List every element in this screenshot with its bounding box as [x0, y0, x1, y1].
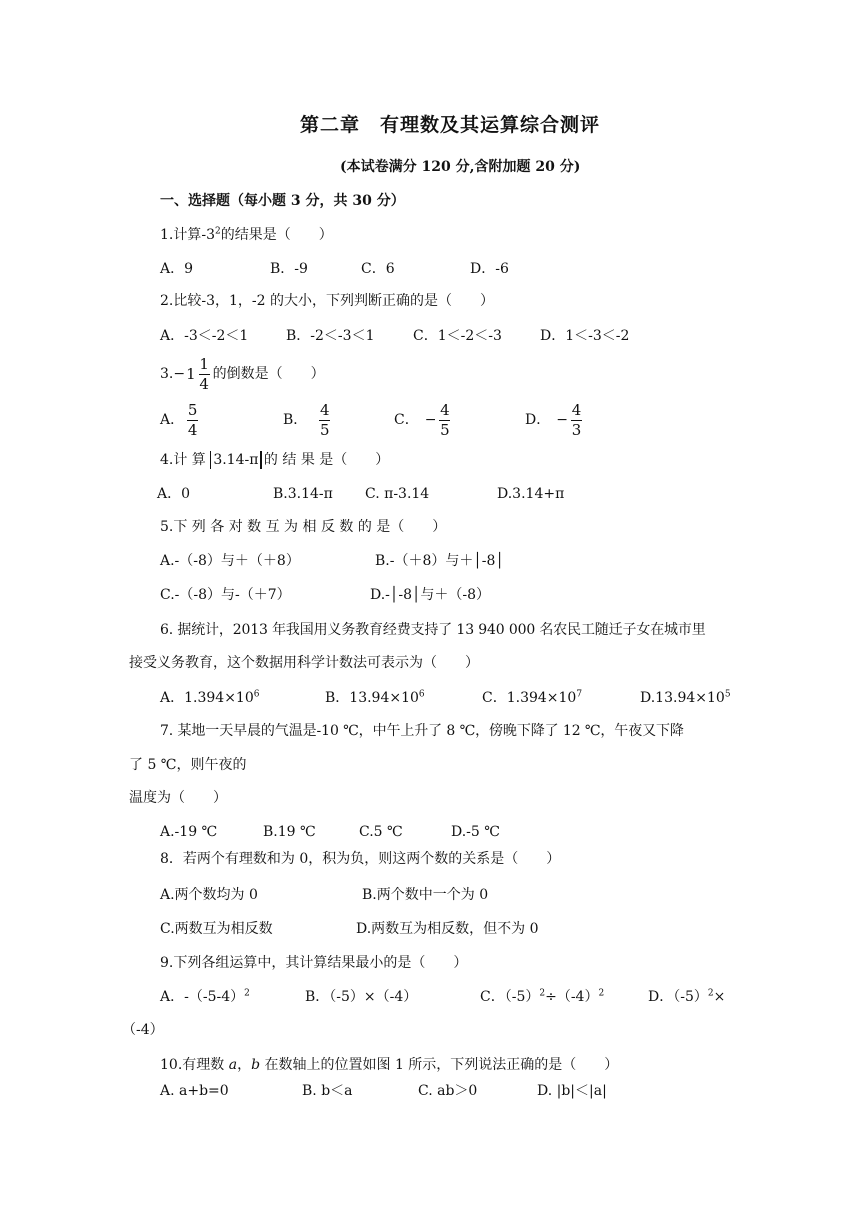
abs-bar-right	[260, 451, 262, 469]
q5-option-c[interactable]: C.-（-8）与-（＋7）	[160, 587, 291, 603]
q1-exponent: 2	[215, 226, 221, 237]
question-7-line-3: 温度为（ ）	[129, 790, 227, 806]
q9-option-d[interactable]	[648, 988, 725, 1006]
q3-option-a-fraction	[187, 402, 198, 439]
q9-option-a[interactable]	[160, 988, 250, 1006]
q3-stem-tail: 的倒数是（ ）	[212, 366, 325, 382]
q10-option-b[interactable]: B. b＜a	[302, 1083, 353, 1099]
q8-option-b[interactable]: B.两个数中一个为 0	[362, 887, 489, 903]
q1-option-b[interactable]: B．-9	[270, 261, 308, 277]
q8-option-d[interactable]: D.两数互为相反数，但不为 0	[356, 921, 539, 937]
q10-option-c[interactable]: C. ab＞0	[418, 1083, 478, 1099]
q3-whole: 1	[186, 365, 196, 383]
q8-option-a[interactable]: A.两个数均为 0	[160, 887, 258, 903]
q3-option-b-label: B．	[283, 412, 308, 428]
q3-option-d-num: 4	[571, 400, 582, 419]
q4-option-d[interactable]: D.3.14+π	[497, 486, 565, 502]
q8-option-c[interactable]: C.两数互为相反数	[160, 921, 273, 937]
q10-stem-tail: 在数轴上的位置如图 1 所示，下列说法正确的是（ ）	[260, 1057, 619, 1073]
q2-option-d[interactable]: D．1＜-3＜-2	[540, 328, 630, 344]
q3-option-a[interactable]	[160, 400, 201, 440]
q9-option-b[interactable]: B．（-5）×（-4）	[305, 989, 418, 1005]
question-6-line-2: 接受义务教育，这个数据用科学计数法可表示为（ ）	[129, 655, 479, 671]
q9-option-a-exponent: 2	[244, 988, 250, 999]
q3-option-c-den: 5	[440, 420, 450, 439]
q5-option-b[interactable]: B.-（＋8）与＋│-8│	[375, 553, 504, 569]
q6-option-a-exponent: 6	[253, 689, 260, 700]
q3-option-c-fraction	[439, 402, 450, 439]
q3-option-d[interactable]	[525, 400, 585, 440]
q9-option-c-text-2: ÷（-4）	[545, 989, 599, 1005]
q3-option-a-den: 4	[187, 420, 198, 439]
q3-fraction	[199, 356, 210, 393]
q6-option-b[interactable]	[325, 689, 425, 707]
q6-option-a-text: A．1.394×10	[160, 690, 254, 706]
question-3-stem	[160, 354, 325, 394]
q3-option-b-num: 4	[320, 400, 330, 419]
q7-option-c[interactable]: C.5 ℃	[359, 824, 403, 840]
question-7-line-1: 7. 某地一天早晨的气温是-10 ℃，中午上升了 8 ℃，傍晚下降了 12 ℃，午夜又下降	[160, 723, 684, 739]
q6-option-d[interactable]	[640, 689, 731, 707]
q4-option-c[interactable]: C. π-3.14	[365, 486, 430, 502]
q3-option-b-den: 5	[320, 420, 330, 439]
q2-option-c[interactable]: C．1＜-2＜-3	[413, 328, 502, 344]
q3-option-d-fraction	[571, 402, 582, 439]
q9-option-d-wrap: （-4）	[122, 1022, 164, 1038]
abs-bar-left	[210, 451, 212, 469]
question-8-stem: 8．若两个有理数和为 0，积为负，则这两个数的关系是（ ）	[160, 851, 561, 867]
q9-option-c-exponent-1: 2	[539, 988, 546, 999]
q4-option-a[interactable]: A．0	[157, 486, 191, 502]
q3-option-d-den: 3	[571, 420, 582, 439]
q3-option-c-label: C．	[394, 412, 419, 428]
q6-option-c[interactable]	[482, 689, 582, 707]
q3-option-b-fraction	[319, 402, 330, 439]
q9-option-c[interactable]	[480, 988, 604, 1006]
q10-var-b: b	[251, 1057, 261, 1073]
question-7-line-2: 了 5 ℃，则午夜的	[129, 757, 247, 773]
q9-option-a-text: A．-（-5-4）	[160, 989, 245, 1005]
q3-numerator: 1	[199, 354, 209, 373]
q6-option-c-text: C．1.394×10	[482, 690, 577, 706]
q5-option-d[interactable]: D.-│-8│与＋（-8）	[370, 587, 491, 603]
q3-minus: −	[173, 366, 186, 382]
q6-option-d-exponent: 5	[724, 689, 731, 700]
page-title: 第二章 有理数及其运算综合测评	[300, 114, 601, 136]
q3-option-b[interactable]	[283, 400, 333, 440]
q6-option-b-exponent: 6	[418, 689, 425, 700]
q9-option-c-text: C．（-5）	[480, 989, 540, 1005]
q1-stem-tail: 的结果是（ ）	[220, 227, 333, 243]
q9-option-c-exponent-2: 2	[598, 988, 605, 999]
q1-option-c[interactable]: C．6	[361, 261, 395, 277]
q10-option-a[interactable]: A. a+b=0	[160, 1083, 229, 1099]
question-1-stem	[160, 226, 333, 244]
question-2-stem: 2.比较-3，1，-2 的大小，下列判断正确的是（ ）	[160, 293, 494, 309]
q10-var-a: a	[228, 1057, 238, 1073]
q6-option-c-exponent: 7	[576, 689, 583, 700]
question-10-stem	[160, 1056, 618, 1074]
q9-option-d-exponent: 2	[707, 988, 714, 999]
q3-option-d-label: D．	[525, 412, 551, 428]
q7-option-b[interactable]: B.19 ℃	[263, 824, 316, 840]
q3-option-a-label: A．	[160, 412, 185, 428]
q4-abs-expression: 3.14-π	[213, 452, 259, 468]
q9-option-d-times: ×	[713, 989, 726, 1005]
q6-option-d-text: D.13.94×10	[640, 690, 725, 706]
q5-option-a[interactable]: A.-（-8）与＋（＋8）	[160, 553, 300, 569]
q6-option-a[interactable]	[160, 689, 259, 707]
q10-option-d[interactable]: D. |b|＜|a|	[537, 1083, 607, 1099]
q9-option-d-text: D．（-5）	[648, 989, 708, 1005]
q3-option-c-num: 4	[440, 400, 450, 419]
q3-option-d-sign: −	[556, 412, 568, 428]
q4-option-b[interactable]: B.3.14-π	[273, 486, 333, 502]
q3-option-a-num: 5	[187, 400, 198, 419]
q4-stem-text: 4.计 算	[160, 452, 206, 468]
question-4-stem	[160, 451, 389, 469]
q3-option-c-sign: −	[424, 412, 437, 428]
q1-stem-text: 1.计算-3	[160, 227, 215, 243]
question-6-line-1: 6. 据统计，2013 年我国用义务教育经费支持了 13 940 000 名农民工随迁子女在城市里	[160, 622, 706, 638]
q3-number: 3.	[160, 366, 174, 382]
q10-comma: ，	[237, 1057, 252, 1073]
q7-option-d[interactable]: D.-5 ℃	[451, 824, 500, 840]
question-9-stem: 9.下列各组运算中，其计算结果最小的是（ ）	[160, 955, 468, 971]
q2-option-b[interactable]: B．-2＜-3＜1	[286, 328, 375, 344]
page-subtitle: (本试卷满分 120 分,含附加题 20 分)	[340, 159, 581, 175]
q3-option-c[interactable]	[394, 400, 453, 440]
q7-option-a[interactable]: A.-19 ℃	[160, 824, 218, 840]
question-5-stem: 5.下 列 各 对 数 互 为 相 反 数 的 是（ ）	[160, 519, 447, 535]
q1-option-d[interactable]: D．-6	[470, 261, 509, 277]
q3-mixed-number	[173, 356, 212, 393]
section-heading: 一、选择题（每小题 3 分，共 30 分）	[160, 193, 405, 209]
q1-option-a[interactable]: A．9	[160, 261, 194, 277]
q10-stem-text: 10.有理数	[160, 1057, 229, 1073]
q2-option-a[interactable]: A．-3＜-2＜1	[160, 328, 249, 344]
q4-stem-tail: 的 结 果 是（ ）	[263, 452, 390, 468]
q3-denominator: 4	[199, 374, 209, 393]
q6-option-b-text: B．13.94×10	[325, 690, 419, 706]
